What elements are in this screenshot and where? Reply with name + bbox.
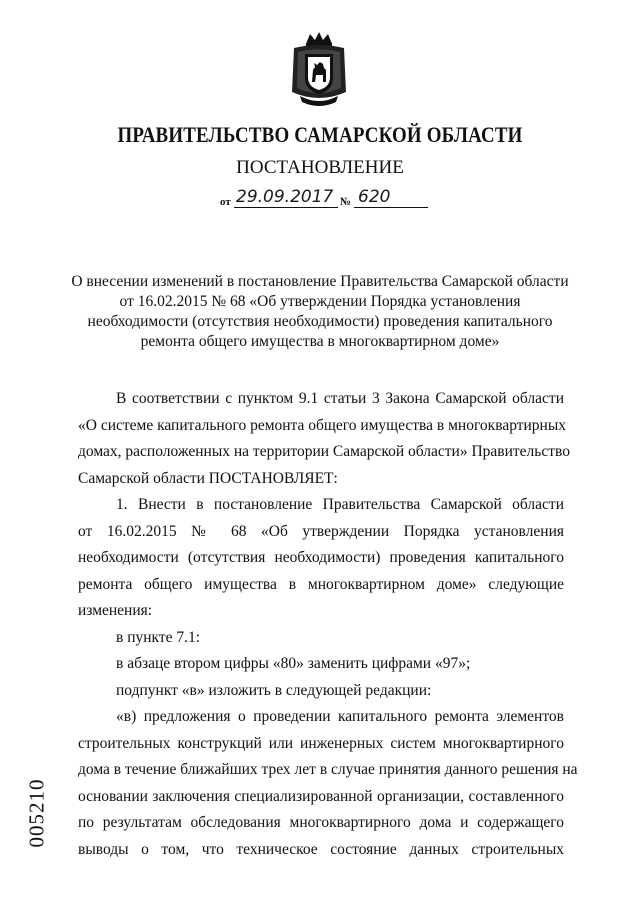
body-line: В соответствии с пунктом 9.1 статьи 3 Закона Самарской области (116, 390, 564, 407)
number-label: № (340, 196, 352, 208)
body-line: выводы о том, что техническое состояние данных строительных (78, 840, 564, 858)
document-type: ПОСТАНОВЛЕНИЕ (236, 157, 404, 178)
body-line: «в) предложения о проведении капитального ремонта элементов (116, 708, 564, 725)
body-line: изменения: (78, 602, 153, 619)
samara-coat-of-arms-icon (288, 30, 350, 110)
margin-stamp-number: 005210 (24, 778, 49, 848)
subject-line: от 16.02.2015 № 68 «Об утверждении Порядка установления (119, 293, 521, 310)
date-underline (234, 207, 338, 208)
body-line: по результатам обследования многоквартирного дома и содержащего (78, 814, 564, 831)
body-line: дома в течение ближайших трех лет в случае принятия данного решения на (78, 761, 578, 778)
body-line: Самарской области ПОСТАНОВЛЯЕТ: (78, 469, 338, 487)
document-date-number (220, 186, 430, 208)
date-value: 29.09.2017 (236, 187, 334, 207)
subject-line: необходимости (отсутствия необходимости) проведения капитального (87, 313, 553, 330)
body-line: основании заключения специализированной организации, составленного (78, 787, 564, 805)
body-line: необходимости (отсутствия необходимости) проведения капитального (78, 549, 564, 566)
date-label: от (220, 196, 231, 208)
body-line: домах, расположенных на территории Самарской области» Правительство (78, 443, 570, 460)
subject-line: ремонта общего имущества в многоквартирном доме» (140, 333, 500, 350)
document-subject (60, 272, 580, 352)
body-line: ремонта общего имущества в многоквартирном доме» следующие (78, 575, 564, 593)
body-line: подпункт «в» изложить в следующей редакции: (116, 681, 432, 699)
number-underline (354, 207, 428, 208)
government-title: ПРАВИТЕЛЬСТВО САМАРСКОЙ ОБЛАСТИ (117, 122, 523, 147)
body-line: строительных конструкций или инженерных систем многоквартирного (78, 734, 564, 752)
number-value: 620 (358, 187, 391, 207)
subject-line: О внесении изменений в постановление Правительства Самарской области (71, 273, 569, 290)
document-body (78, 386, 578, 863)
body-line: в абзаце втором цифры «80» заменить цифрами «97»; (116, 655, 471, 672)
body-line: в пункте 7.1: (116, 628, 201, 646)
margin-stamp (22, 768, 52, 858)
body-line: «О системе капитального ремонта общего имущества в многоквартирных (78, 416, 567, 434)
body-line: от 16.02.2015 № 68 «Об утверждении Порядка установления (78, 522, 564, 540)
body-line: 1. Внести в постановление Правительства Самарской области (116, 496, 564, 513)
